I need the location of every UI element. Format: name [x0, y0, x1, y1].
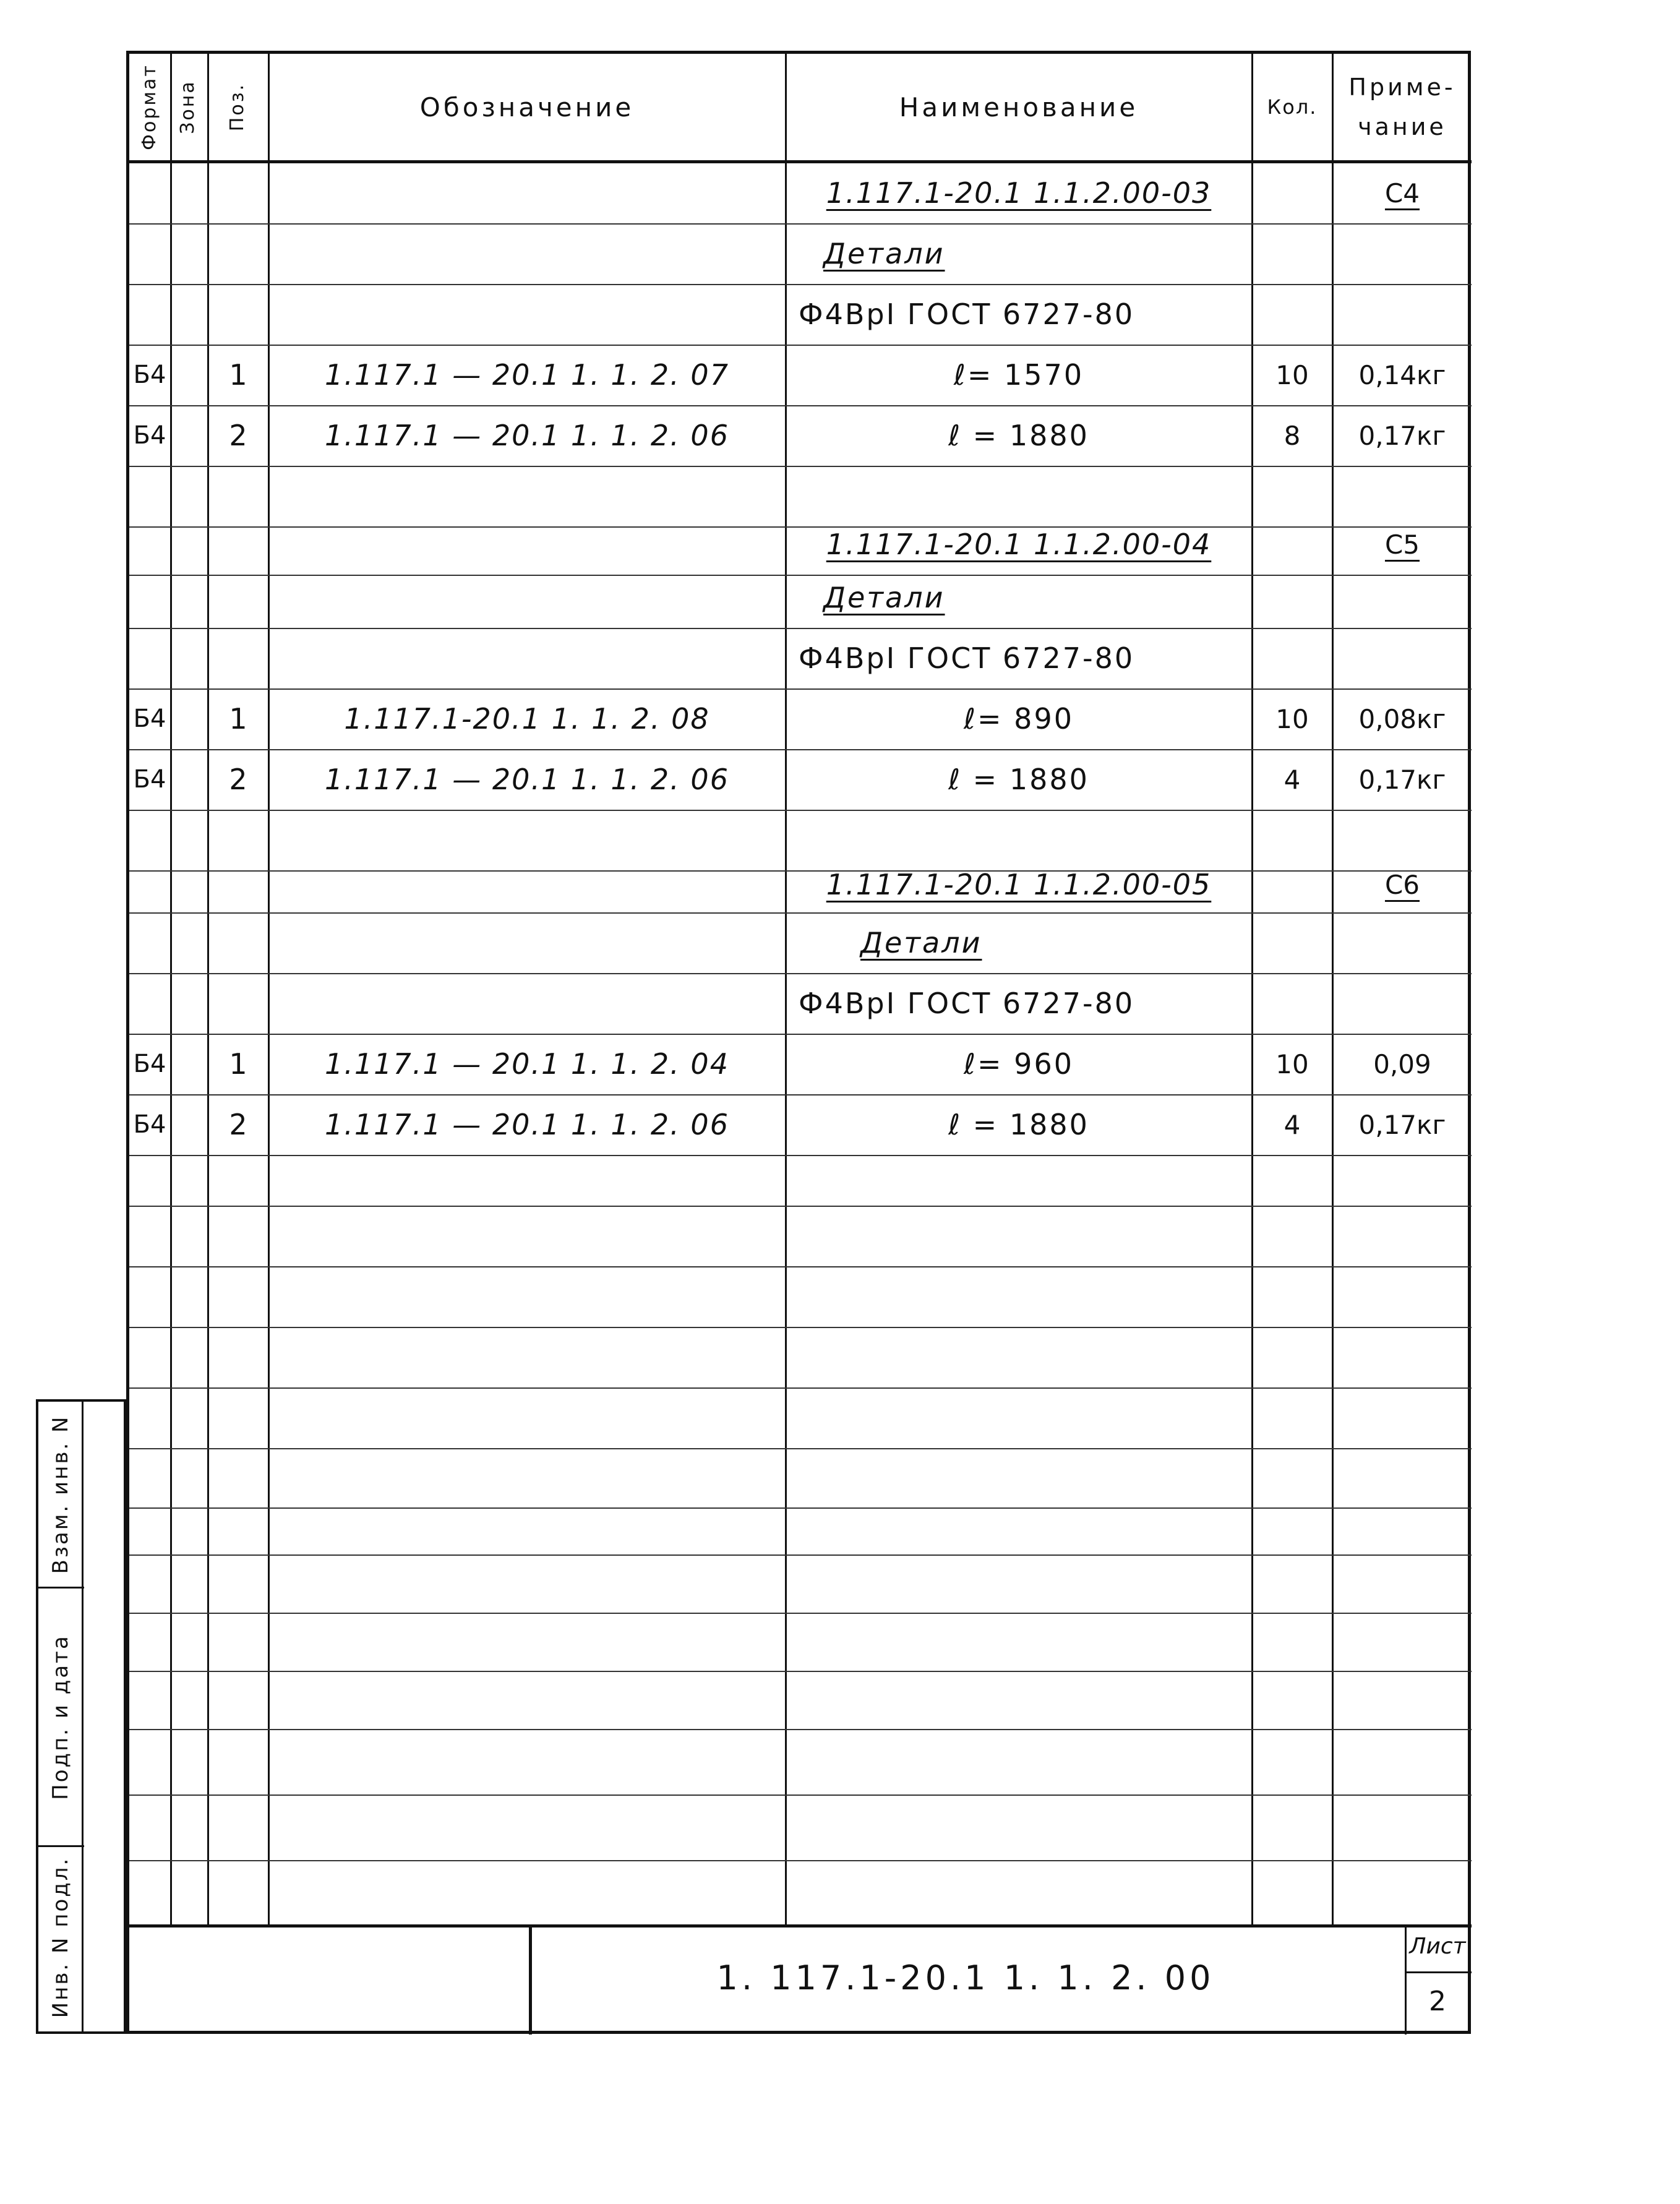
- row-line: [129, 1448, 1472, 1449]
- item-designation: 1.117.1 — 20.1 1. 1. 2. 06: [325, 763, 729, 796]
- col-line-zone: [207, 54, 209, 1926]
- header-pos: Поз.: [226, 82, 248, 132]
- item-qty: 10: [1275, 359, 1309, 390]
- stamp-sheet-label: Лист: [1409, 1933, 1466, 1959]
- group-material: Ф4ВрI ГОСТ 6727-80: [799, 298, 1135, 331]
- item-format: Б4: [133, 361, 166, 389]
- item-designation: 1.117.1 — 20.1 1. 1. 2. 07: [325, 358, 729, 392]
- group-material: Ф4ВрI ГОСТ 6727-80: [799, 987, 1135, 1020]
- side-inv-replace: Взам. инв. N: [48, 1415, 73, 1574]
- group-note: С6: [1384, 869, 1420, 900]
- item-format: Б4: [133, 1050, 166, 1078]
- side-margin-stamp: [36, 1399, 126, 2034]
- col-line-pos: [268, 54, 270, 1926]
- item-format: Б4: [133, 705, 166, 733]
- group-note: С5: [1384, 529, 1420, 560]
- header-designation: Обозначение: [419, 92, 635, 122]
- item-format: Б4: [133, 1110, 166, 1139]
- item-format: Б4: [133, 765, 166, 794]
- row-line: [129, 1554, 1472, 1556]
- item-note: 0,17кг: [1358, 1109, 1446, 1140]
- item-note: 0,17кг: [1358, 420, 1446, 451]
- group-details: Детали: [823, 237, 945, 270]
- row-line: [129, 1795, 1472, 1796]
- item-qty: 10: [1275, 1048, 1309, 1079]
- item-name: ℓ = 1880: [948, 763, 1089, 796]
- row-line: [129, 1327, 1472, 1328]
- stamp-sheet-number: 2: [1429, 1985, 1446, 2017]
- row-line: [129, 466, 1472, 467]
- item-pos: 2: [229, 763, 247, 796]
- item-designation: 1.117.1 — 20.1 1. 1. 2. 04: [325, 1047, 729, 1081]
- item-pos: 1: [229, 702, 247, 735]
- item-note: 0,14кг: [1358, 359, 1446, 390]
- row-line: [129, 1387, 1472, 1389]
- row-line: [129, 1266, 1472, 1267]
- row-line: [129, 810, 1472, 811]
- item-qty: 4: [1284, 1109, 1301, 1140]
- item-designation: 1.117.1 — 20.1 1. 1. 2. 06: [325, 419, 729, 452]
- item-qty: 4: [1284, 764, 1301, 795]
- row-line: [129, 1729, 1472, 1730]
- stamp-code: 1. 117.1-20.1 1. 1. 2. 00: [716, 1958, 1215, 1997]
- item-name: ℓ = 1880: [948, 1108, 1089, 1141]
- col-line-format: [170, 54, 172, 1926]
- header-note: Приме- чание: [1348, 74, 1456, 140]
- row-line: [129, 1155, 1472, 1156]
- item-designation: 1.117.1 — 20.1 1. 1. 2. 06: [325, 1108, 729, 1141]
- item-qty: 10: [1275, 703, 1309, 734]
- item-pos: 1: [229, 1047, 247, 1081]
- item-note: 0,08кг: [1358, 703, 1446, 734]
- group-note: С4: [1384, 178, 1420, 208]
- item-note: 0,09: [1373, 1048, 1431, 1079]
- group-doc: 1.117.1-20.1 1.1.2.00-03: [826, 176, 1212, 210]
- item-name: ℓ= 960: [964, 1047, 1074, 1081]
- side-inv-orig: Инв. N подл.: [48, 1856, 73, 2018]
- row-line: [129, 1671, 1472, 1672]
- item-pos: 1: [229, 358, 247, 392]
- header-format: Формат: [139, 64, 160, 150]
- row-line: [129, 1860, 1472, 1861]
- row-line: [129, 1206, 1472, 1207]
- item-pos: 2: [229, 1108, 247, 1141]
- item-name: ℓ= 1570: [953, 358, 1084, 392]
- col-line-qty: [1332, 54, 1334, 1926]
- row-line: [129, 1507, 1472, 1509]
- side-sign-date: Подп. и дата: [48, 1634, 73, 1800]
- group-material: Ф4ВрI ГОСТ 6727-80: [799, 641, 1135, 675]
- item-format: Б4: [133, 421, 166, 450]
- item-note: 0,17кг: [1358, 764, 1446, 795]
- specification-sheet: [126, 51, 1471, 2034]
- item-qty: 8: [1284, 420, 1301, 451]
- header-qty: Кол.: [1267, 95, 1318, 119]
- group-doc: 1.117.1-20.1 1.1.2.00-05: [826, 868, 1212, 901]
- item-designation: 1.117.1-20.1 1. 1. 2. 08: [344, 702, 710, 735]
- group-details: Детали: [860, 926, 982, 959]
- item-pos: 2: [229, 419, 247, 452]
- header-zone: Зона: [177, 80, 199, 134]
- item-name: ℓ = 1880: [948, 419, 1089, 452]
- item-name: ℓ= 890: [964, 702, 1074, 735]
- group-doc: 1.117.1-20.1 1.1.2.00-04: [826, 528, 1212, 561]
- row-line: [129, 1613, 1472, 1614]
- group-details: Детали: [823, 581, 945, 614]
- header-name: Наименование: [899, 92, 1139, 122]
